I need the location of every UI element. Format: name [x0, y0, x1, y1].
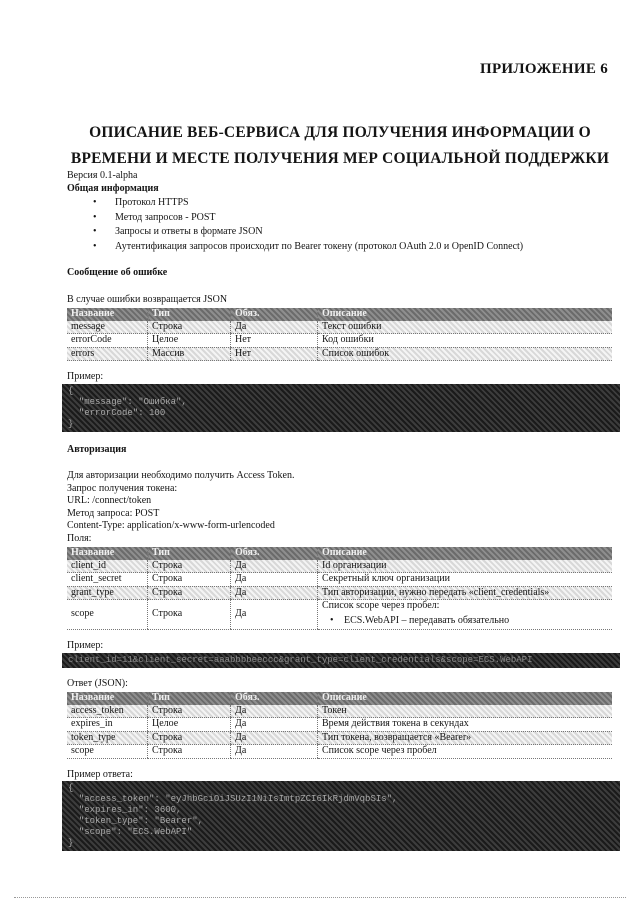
- code-line: "token_type": "Bearer",: [68, 816, 204, 826]
- code-line: "scope": "ECS.WebAPI": [68, 827, 193, 837]
- table-cell: Да: [231, 600, 318, 630]
- table-row: [67, 321, 612, 334]
- auth-line: Content-Type: application/x-www-form-urlencoded: [67, 520, 275, 531]
- auth-line: URL: /connect/token: [67, 495, 152, 506]
- table-cell: Нет: [231, 347, 318, 361]
- table-cell: Строка: [148, 731, 231, 745]
- column-header: Тип: [148, 692, 231, 705]
- response-example-code: [62, 781, 620, 851]
- table-cell: Да: [231, 321, 318, 334]
- list-item: • ECS.WebAPI – передавать обязательно: [344, 615, 608, 628]
- table-header-row: [67, 547, 612, 560]
- table-cell: Целое: [148, 718, 231, 732]
- document-title: [60, 120, 620, 172]
- table-cell: Время действия токена в секундах: [318, 718, 613, 732]
- table-cell: Список scope через пробел: [318, 745, 613, 759]
- response-table: [67, 692, 612, 759]
- table-row: [67, 731, 612, 745]
- table-row: [67, 573, 612, 587]
- table-cell: Да: [231, 586, 318, 600]
- column-header: Описание: [318, 308, 613, 321]
- table-row: [67, 334, 612, 348]
- version-text: Версия 0.1-alpha: [67, 170, 138, 181]
- table-row: [67, 600, 612, 630]
- table-cell: expires_in: [67, 718, 148, 732]
- table-cell: client_id: [67, 560, 148, 573]
- table-cell: Да: [231, 573, 318, 587]
- scope-list: [322, 615, 608, 628]
- auth-example-label: Пример:: [67, 640, 104, 651]
- appendix-label: ПРИЛОЖЕНИЕ 6: [480, 61, 608, 77]
- table-cell: access_token: [67, 705, 148, 718]
- code-line: "access_token": "eyJhbGciOiJSUzI1NiIsImtpZCI6IkRjdmVqbSIs",: [68, 794, 398, 804]
- auth-example-code: client_id=11&client_secret=aaabbbbeeccc&grant_type=client_credentials&scope=ECS.WebAPI: [62, 653, 620, 668]
- page-bottom-rule: [14, 897, 626, 898]
- code-line: "errorCode": 100: [68, 407, 166, 418]
- table-cell: Код ошибки: [318, 334, 613, 348]
- table-cell: Текст ошибки: [318, 321, 613, 334]
- table-cell: Id организации: [318, 560, 613, 573]
- auth-line: Поля:: [67, 532, 92, 544]
- error-heading: Сообщение об ошибке: [67, 267, 168, 278]
- table-cell: Тип авторизации, нужно передать «client_credentials»: [318, 586, 613, 600]
- table-cell: Строка: [148, 705, 231, 718]
- table-cell: Список ошибок: [318, 347, 613, 361]
- table-cell: Строка: [148, 600, 231, 630]
- auth-line: Запрос получения токена:: [67, 482, 178, 494]
- table-cell: errors: [67, 347, 148, 361]
- title-line: ОПИСАНИЕ ВЕБ-СЕРВИСА ДЛЯ ПОЛУЧЕНИЯ ИНФОРМАЦИИ О: [89, 124, 591, 141]
- table-cell: Секретный ключ организации: [318, 573, 613, 587]
- response-label: Ответ (JSON):: [67, 677, 128, 689]
- table-row: [67, 705, 612, 718]
- table-cell: [318, 600, 613, 630]
- list-item: • Протокол HTTPS: [115, 197, 612, 210]
- table-cell: errorCode: [67, 334, 148, 348]
- table-cell: scope: [67, 745, 148, 759]
- column-header: Название: [67, 308, 148, 321]
- table-row: [67, 560, 612, 573]
- scope-list-intro: Список scope через пробел:: [322, 600, 440, 611]
- table-cell: Да: [231, 560, 318, 573]
- list-item: • Аутентификация запросов происходит по Bearer токену (протокол OAuth 2.0 и OpenID Connect): [115, 241, 612, 254]
- table-cell: Строка: [148, 560, 231, 573]
- table-row: [67, 745, 612, 759]
- table-row: [67, 586, 612, 600]
- error-example-code: [62, 384, 620, 432]
- table-cell: Тип токена, возвращается «Bearer»: [318, 731, 613, 745]
- list-item: • Запросы и ответы в формате JSON: [115, 226, 612, 239]
- code-line: "expires_in": 3600,: [68, 805, 182, 815]
- auth-line: Для авторизации необходимо получить Access Token.: [67, 470, 295, 481]
- table-cell: Да: [231, 745, 318, 759]
- general-list: [67, 197, 612, 253]
- table-row: [67, 718, 612, 732]
- table-cell: Строка: [148, 745, 231, 759]
- column-header: Обяз.: [231, 692, 318, 705]
- column-header: Обяз.: [231, 547, 318, 560]
- error-table: [67, 308, 612, 361]
- document-body: [67, 170, 612, 851]
- column-header: Описание: [318, 692, 613, 705]
- auth-heading: Авторизация: [67, 443, 127, 455]
- table-cell: scope: [67, 600, 148, 630]
- code-line: "message": "Ошибка",: [68, 396, 187, 407]
- code-line: {: [68, 385, 74, 396]
- table-header-row: [67, 308, 612, 321]
- column-header: Тип: [148, 547, 231, 560]
- table-cell: Да: [231, 705, 318, 718]
- column-header: Название: [67, 547, 148, 560]
- table-cell: Да: [231, 731, 318, 745]
- column-header: Обяз.: [231, 308, 318, 321]
- list-item: • Метод запросов - POST: [115, 212, 612, 225]
- table-cell: Нет: [231, 334, 318, 348]
- code-line: }: [68, 838, 74, 848]
- column-header: Название: [67, 692, 148, 705]
- table-cell: token_type: [67, 731, 148, 745]
- table-cell: grant_type: [67, 586, 148, 600]
- column-header: Описание: [318, 547, 613, 560]
- table-cell: Целое: [148, 334, 231, 348]
- table-row: [67, 347, 612, 361]
- table-header-row: [67, 692, 612, 705]
- auth-fields-table: [67, 547, 612, 630]
- table-cell: message: [67, 321, 148, 334]
- table-cell: Да: [231, 718, 318, 732]
- code-line: }: [68, 418, 74, 429]
- table-cell: client_secret: [67, 573, 148, 587]
- table-cell: Токен: [318, 705, 613, 718]
- general-heading: Общая информация: [67, 182, 159, 194]
- column-header: Тип: [148, 308, 231, 321]
- auth-line: Метод запроса: POST: [67, 507, 160, 519]
- table-cell: Строка: [148, 573, 231, 587]
- response-example-label: Пример ответа:: [67, 768, 133, 780]
- table-cell: Массив: [148, 347, 231, 361]
- error-intro: В случае ошибки возвращается JSON: [67, 293, 228, 305]
- title-line: ВРЕМЕНИ И МЕСТЕ ПОЛУЧЕНИЯ МЕР СОЦИАЛЬНОЙ ПОДДЕРЖКИ: [70, 150, 610, 167]
- table-cell: Строка: [148, 321, 231, 334]
- error-example-label: Пример:: [67, 371, 104, 382]
- table-cell: Строка: [148, 586, 231, 600]
- code-line: {: [68, 783, 74, 793]
